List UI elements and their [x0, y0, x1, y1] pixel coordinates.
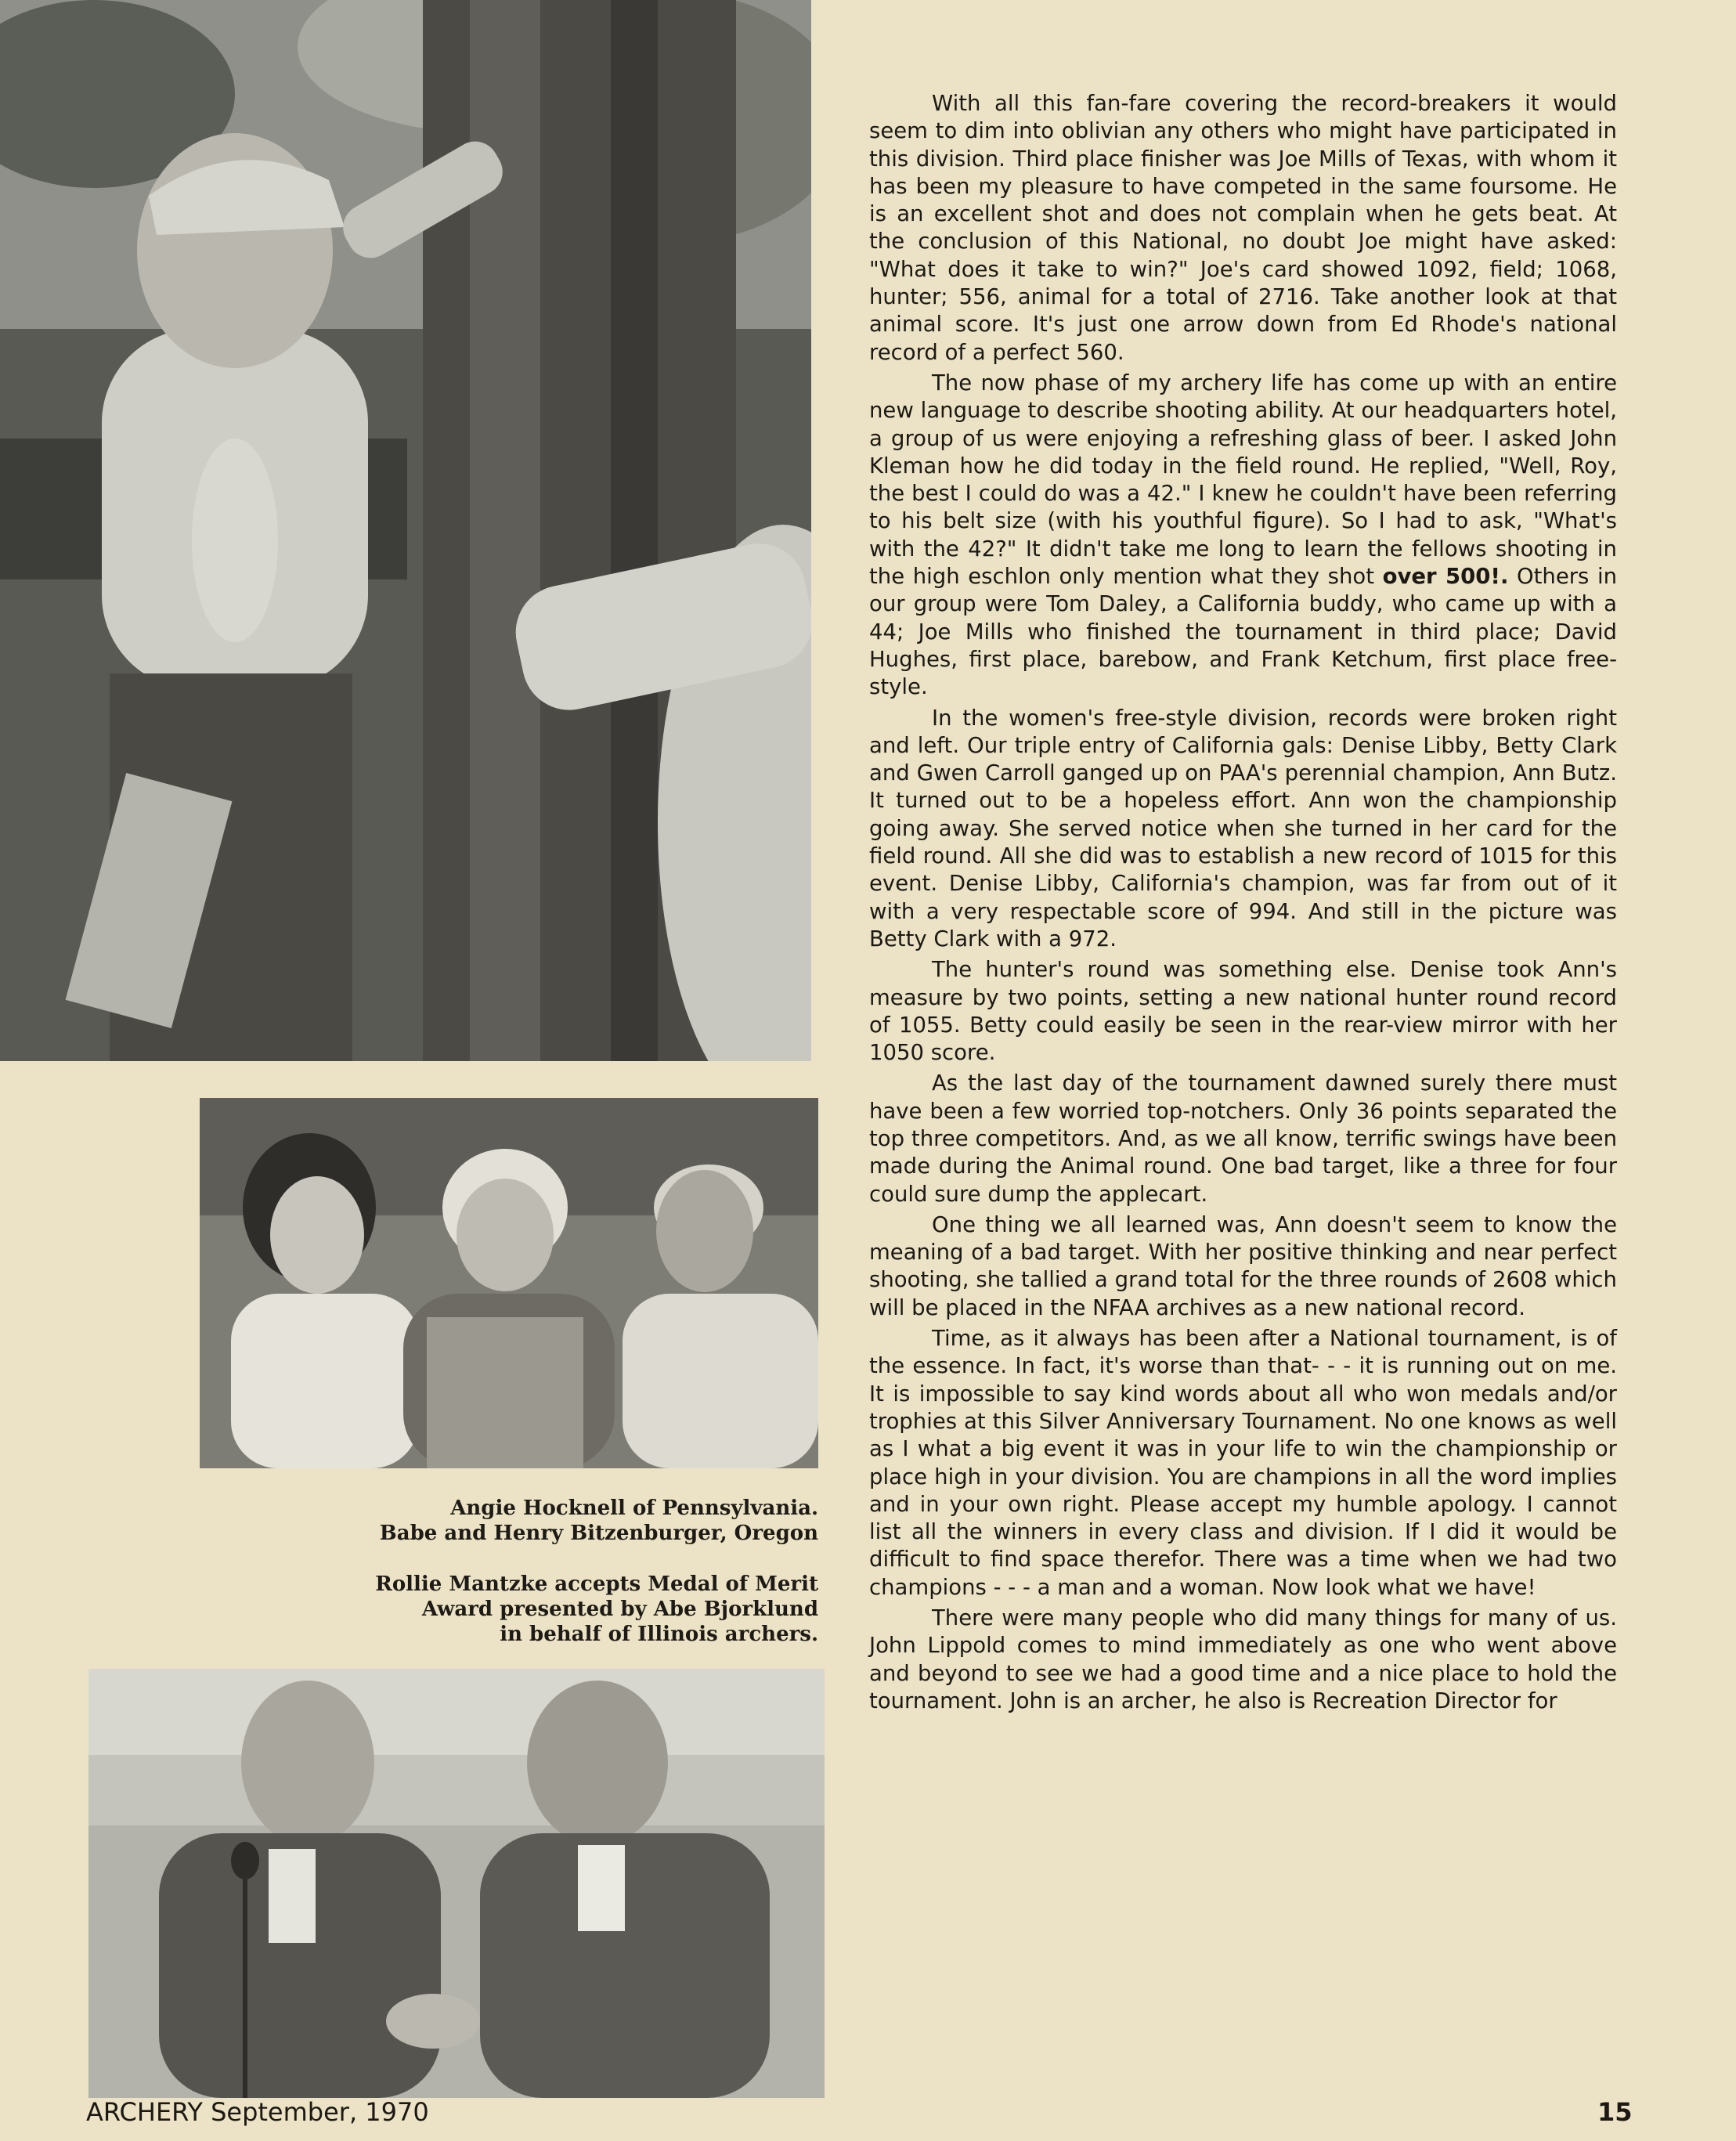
article-paragraph	[869, 370, 1617, 702]
page-number: 15	[1597, 2097, 1633, 2127]
article-paragraph: With all this fan-fare covering the record-breakers it would seem to dim into oblivian any others who might have participated in this division. Third place finisher was Joe Mills of Texas, with whom it has been my pleasure to have competed in the same foursome. He is an excellent shot and does not complain when he gets beat. At the conclusion of this National, no doubt Joe might have asked: "What does it take to win?" Joe's card showed 1092, field; 1068, hunter; 556, animal for a total of 2716. Take another look at that animal score. It's just one arrow down from Ed Rhode's national record of a perfect 560.	[869, 91, 1617, 365]
archer-at-tree-photo	[0, 0, 811, 1061]
photo-caption-medal-award	[196, 1572, 818, 1647]
magazine-issue-footer: ARCHERY September, 1970	[86, 2097, 429, 2127]
caption-line: Rollie Mantzke accepts Medal of Merit	[375, 1572, 818, 1596]
handshake-award-image	[88, 1669, 825, 2098]
article-paragraph: There were many people who did many things for many of us. John Lippold comes to mind immediately as one who went above and beyond to see we had a good time and a nice place to hold the tournament. John is an archer, he also is Recreation Director for	[869, 1605, 1617, 1713]
article-paragraph: The hunter's round was something else. Denise took Ann's measure by two points, setting a new national hunter round record of 1055. Betty could easily be seen in the rear-view mirror with her 1050 score.	[869, 957, 1617, 1066]
article-paragraph: Time, as it always has been after a National tournament, is of the essence. In fact, it's worse than that- - - it is running out on me. It is impossible to say kind words about all who won medals and/or trophies at this Silver Anniversary Tournament. No one knows as well as I what a big event it was in your life to win the championship or place high in your division. You are champions in all the word implies and in your own right. Please accept my humble apology. I cannot list all the winners in every class and division. If I did it would be difficult to find space therefor. There was a time when we had two champions - - - a man and a woman. Now look what we have!	[869, 1326, 1617, 1600]
article-paragraph: As the last day of the tournament dawned surely there must have been a few worried top-notchers. Only 36 points separated the top three competitors. And, as we all know, terrific swings have been made during the Animal round. One bad target, like a three for four could sure dump the applecart.	[869, 1070, 1617, 1207]
handshake-award-photo	[88, 1669, 825, 2098]
article-bold-text: over 500!.	[1382, 564, 1509, 590]
caption-line: Award presented by Abe Bjorklund	[421, 1598, 818, 1621]
article-text-run: The now phase of my archery life has come up with an entire new language to describe shooting ability. At our headquarters hotel, a group of us were enjoying a refreshing glass of beer. I asked John Kleman how he did today in the field round. He replied, "Well, Roy, the best I could do was a 42." I knew he couldn't have been referring to his belt size (with his youthful figure). So I had to ask, "What's with the 42?" It didn't take me long to learn the fellows shooting in the high eschlon only mention what they shot	[869, 370, 1617, 590]
three-people-seated-photo	[200, 1098, 818, 1468]
article-paragraph: In the women's free-style division, records were broken right and left. Our triple entry of California gals: Denise Libby, Betty Clark and Gwen Carroll ganged up on PAA's perennial champion, Ann Butz. It turned out to be a hopeless effort. Ann won the championship going away. She served notice when she turned in her card for the field round. All she did was to establish a new record of 1015 for this event. Denise Libby, California's champion, was far from out of it with a very respectable score of 994. And still in the picture was Betty Clark with a 972.	[869, 705, 1617, 951]
article-text-run: Others in our group were Tom Daley, a California buddy, who came up with a 44; Joe Mills who finished the tournament in third place; David Hughes, first place, barebow, and Frank Ketchum, first place free-style.	[869, 564, 1618, 700]
archer-at-tree-image	[0, 0, 811, 1061]
caption-line: Babe and Henry Bitzenburger, Oregon	[379, 1522, 818, 1545]
three-people-seated-image	[200, 1098, 818, 1468]
photo-caption-seated-group	[196, 1496, 818, 1546]
article-paragraph: One thing we all learned was, Ann doesn't seem to know the meaning of a bad target. With her positive thinking and near perfect shooting, she tallied a grand total for the three rounds of 2608 which will be placed in the NFAA archives as a new national record.	[869, 1211, 1617, 1320]
caption-line: Angie Hocknell of Pennsylvania.	[450, 1497, 818, 1520]
article-body	[869, 90, 1617, 1718]
caption-line: in behalf of Illinois archers.	[500, 1623, 818, 1646]
